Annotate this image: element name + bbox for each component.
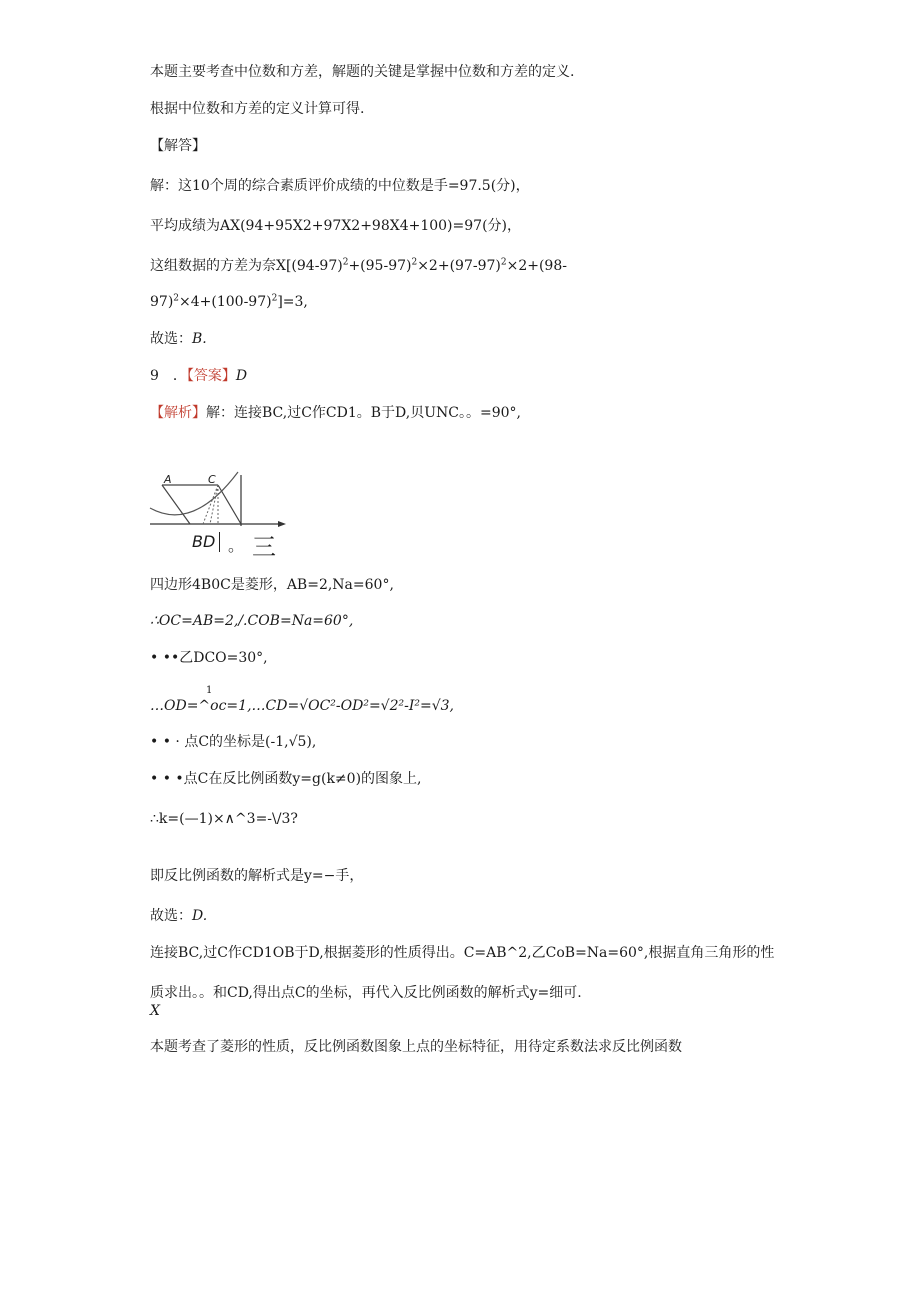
text-line-1: 本题主要考查中位数和方差，解题的关键是掌握中位数和方差的定义. — [150, 64, 575, 80]
choice-label: 故选： — [150, 331, 192, 347]
text-line-choice-d — [150, 907, 207, 925]
text-line-choice-b — [150, 330, 207, 348]
text-line-variance-1 — [150, 257, 567, 275]
variance-part-d: ×2+(98- — [506, 258, 567, 274]
text-line-rhombus: 四边形4B0C是菱形，AB=2,Na=60°, — [150, 577, 394, 593]
x-axis-arrow — [278, 521, 286, 527]
superscript: 2 — [411, 257, 418, 268]
superscript: 2 — [500, 257, 507, 268]
variance-part-c: ×2+(97-97) — [417, 258, 501, 274]
analysis-text: 解：连接BC,过C作CD1。B于D,贝UNC。。=90°, — [206, 405, 521, 421]
variance-part-e: 97) — [150, 294, 174, 310]
question-number: 9 ． — [150, 368, 187, 384]
choice-label: 故选： — [150, 908, 192, 924]
text-line-method-2: 质求出。。和CD,得出点C的坐标，再代入反比例函数的解析式y=细可. — [150, 985, 582, 1001]
text-line-od-cd: …OD=^oc=1,…CD=√OC²-OD²=√2²-I²=√3, — [150, 698, 455, 714]
label-bd: BD — [192, 532, 216, 551]
figure-tick-bar — [219, 532, 220, 552]
rhombus-figure — [148, 470, 288, 530]
label-three: 三 — [252, 533, 276, 561]
text-line-median: 解：这10个周的综合素质评价成绩的中位数是手=97.5(分)， — [150, 178, 530, 194]
label-a: A — [164, 473, 172, 486]
superscript: 2 — [271, 293, 278, 304]
variance-part-g: ]=3, — [277, 294, 308, 310]
diagonal-dashed-2 — [210, 485, 218, 524]
label-c: C — [208, 473, 216, 486]
answer-value: D — [235, 368, 248, 384]
analysis-tag: 【解析】 — [150, 405, 206, 421]
variance-part-b: +(95-97) — [348, 258, 412, 274]
variance-part-a: 这组数据的方差为奈X[(94-97) — [150, 258, 343, 274]
choice-value: D. — [192, 908, 208, 924]
variance-part-f: ×4+(100-97) — [179, 294, 272, 310]
rhombus-left-edge — [162, 485, 190, 524]
superscript: 2 — [342, 257, 349, 268]
text-line-angle: • ••乙DCO=30°, — [150, 650, 268, 666]
superscript: 2 — [173, 293, 180, 304]
text-line-summary: 本题考查了菱形的性质，反比例函数图象上点的坐标特征，用待定系数法求反比例函数 — [150, 1039, 682, 1055]
question-9-answer — [150, 367, 247, 385]
text-line-2: 根据中位数和方差的定义计算可得. — [150, 101, 365, 117]
text-line-x: X — [150, 1003, 160, 1019]
text-line-mean: 平均成绩为AX(94+95X2+97X2+98X4+100)=97(分)， — [150, 218, 521, 234]
text-line-oc: ∴OC=AB=2,/.COB=Na=60°, — [150, 613, 354, 629]
text-line-point-c: • • · 点C的坐标是(-1,√5), — [150, 734, 317, 750]
text-line-expression: 即反比例函数的解析式是y=−手， — [150, 868, 364, 884]
choice-value: B. — [192, 331, 207, 347]
answer-tag: 【答案】 — [186, 368, 236, 384]
analysis-line — [150, 404, 521, 422]
label-dot: 。 — [228, 536, 245, 555]
section-heading-answer: 【解答】 — [150, 138, 206, 154]
text-line-method-1: 连接BC,过C作CD1OB于D,根据菱形的性质得出。C=AB^2,乙CoB=Na=60°,根据直角三角形的性 — [150, 945, 775, 961]
text-line-k: ∴k=(—1)×∧^3=-\/3? — [150, 811, 298, 827]
fraction-numerator: 1 — [206, 685, 213, 696]
text-line-inverse-function: • • •点C在反比例函数y=g(k≠0)的图象上, — [150, 771, 422, 787]
text-line-variance-2 — [150, 293, 308, 311]
